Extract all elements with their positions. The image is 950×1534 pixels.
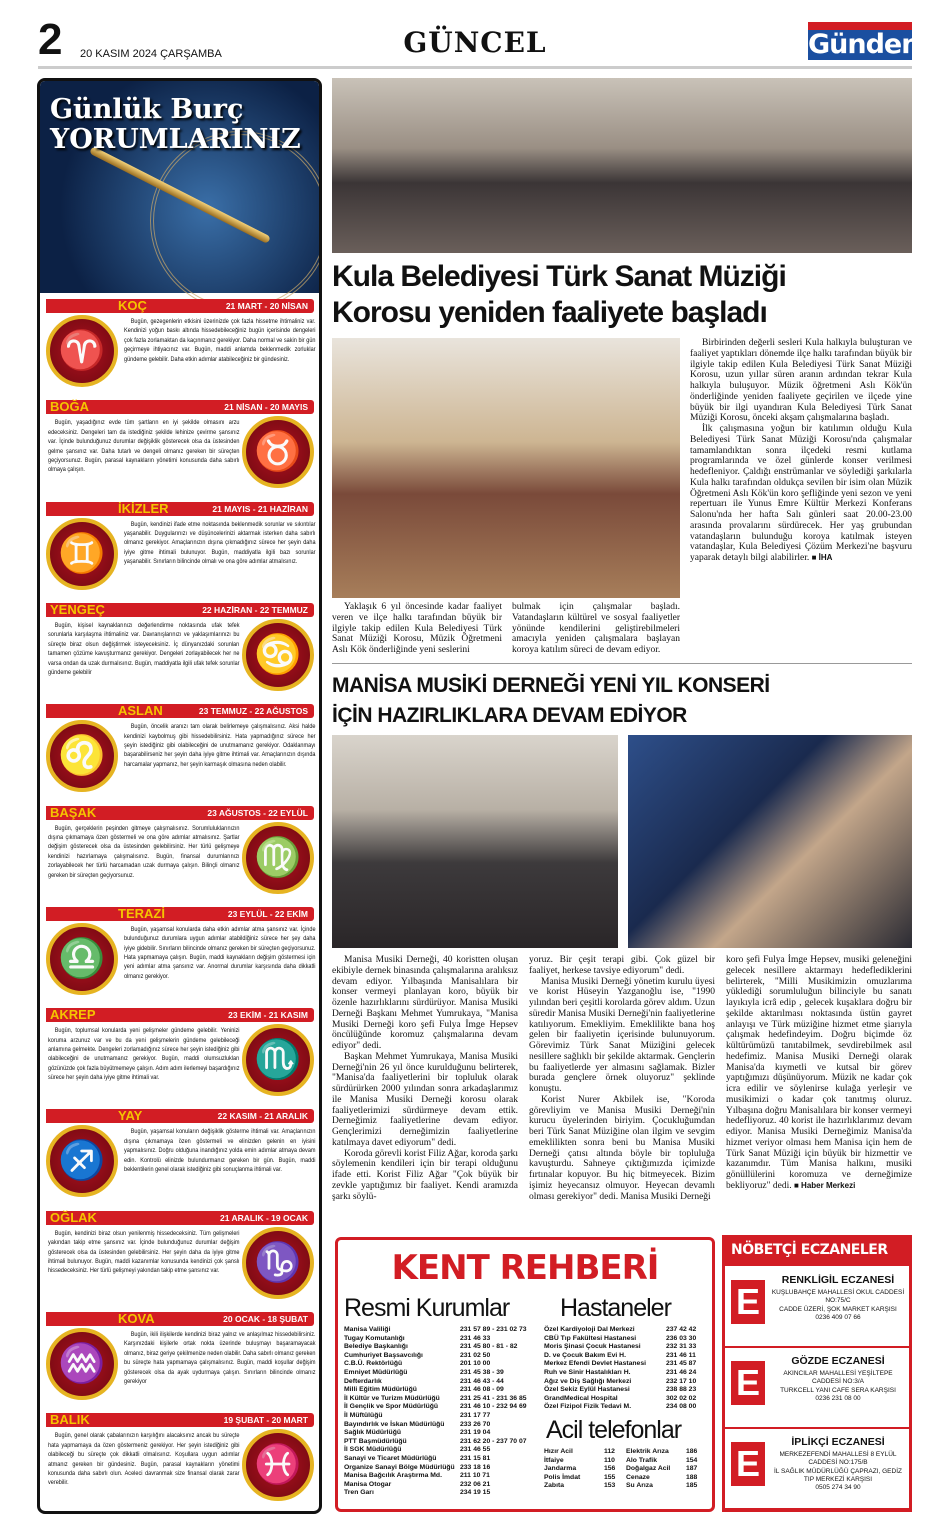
emergency-number: 112 <box>604 1448 615 1455</box>
entry-phone: 201 10 00 <box>460 1360 491 1368</box>
zodiac-libra-icon: ♎ <box>46 923 118 995</box>
horoscope-item <box>46 1312 314 1410</box>
pharmacy-address-block <box>769 1289 907 1322</box>
entry-name: Organize Sanayi Bölge Müdürlüğü <box>344 1463 455 1471</box>
audience-photo <box>332 735 618 948</box>
city-directory <box>335 1237 715 1512</box>
entry-phone: 232 17 10 <box>666 1377 697 1385</box>
horoscope-text: Bugün, gezegenlerin etkisini üzerinizde çok fazla hissetme ihtimaliniz var. Kendinizi yoğun baskı altında hissedebileceğiniz bugün içerisinde dengeleri çok fazla zorlamaktan da kaçınmanız gerekiyor. Daha normal ve sakin bir gün geçirmeye ihtiyacınız var. Bugün, maddi anlamda beklenmedik zorluklar gündeme gelebilir. Daha etkin adımlar atabileceğiniz bir gündesiniz. <box>124 318 316 363</box>
zodiac-capricorn-icon: ♑ <box>242 1227 314 1299</box>
pharmacy-phone: 0505 274 34 90 <box>815 1484 861 1492</box>
official-institutions-heading: Resmi Kurumlar <box>344 1294 510 1322</box>
emergency-number: 186 <box>686 1448 698 1455</box>
entry-phone: 231 45 80 - 81 - 82 <box>460 1343 518 1351</box>
horoscope-item <box>46 603 314 701</box>
headline-line: MANİSA MUSİKİ DERNEĞİ YENİ YIL KONSERİ <box>332 674 770 697</box>
emergency-col <box>626 1448 706 1491</box>
pharmacy-name: GÖZDE ECZANESİ <box>791 1355 885 1367</box>
article1-headline <box>332 259 786 331</box>
issue-date: 20 KASIM 2024 ÇARŞAMBA <box>80 48 222 60</box>
pharmacy-item <box>725 1268 909 1348</box>
article2-column-1 <box>332 955 518 1202</box>
pharmacy-address-block <box>769 1451 907 1492</box>
paragraph: Yaklaşık 6 yıl öncesinde kadar faaliyet veren ve ilçe halkı tarafından büyük bir ilgiyle takip edilen Kula Belediyesi Türk Sanat Müziği Korosu, Müzik Öğretmeni Aslı Kök önderliğinde yeni seslerini <box>332 602 502 655</box>
hospitals-list <box>544 1326 704 1412</box>
directory-row <box>544 1403 704 1412</box>
sign-dates: 22 HAZİRAN - 22 TEMMUZ <box>202 604 308 615</box>
entry-name: Milli Eğitim Müdürlüğü <box>344 1386 417 1394</box>
pharmacy-address: MERKEZEFENDİ MAHALLESİ 8 EYLÜL CADDESİ NO:175/B <box>779 1451 897 1467</box>
entry-name: Tren Garı <box>344 1489 374 1497</box>
entry-name: Özel Kardiyoloji Dal Merkezi <box>544 1326 635 1333</box>
emergency-heading: Acil telefonlar <box>546 1416 682 1444</box>
entry-name: Manisa Otogar <box>344 1480 392 1488</box>
emergency-list <box>544 1448 706 1491</box>
emergency-row <box>626 1465 706 1474</box>
directory-row <box>344 1326 540 1335</box>
horoscope-text: Bugün, öncelik aranızı tam olarak belirlemeye çalışmalısınız. Aksi halde kendinizi kaybolmuş gibi hissedebilirsiniz. Hata yapmadığınız sürece her şeyin istediğiniz gibi olabileceğini de unutmamanız gerekiyor. Odaklanmayı başarabilirseniz her şeyin daha iyiye gitme ihtimali var. Amaçlarınızın dışında harcamalar yapmanız, her şeyin karmaşık olmasına neden olabilir. <box>124 723 316 768</box>
entry-name: İl Kültür ve Turizm Müdürlüğü <box>344 1394 440 1402</box>
official-institutions-list <box>344 1326 540 1498</box>
paragraph: Korist Nurer Akbilek ise, "Koroda görevliyim ve Manisa Musiki Derneği'nin kurucu üyelerinden biriyim. Çocukluğumdan beri Türk Sanat Müziğine olan ilgim ve sevgim emeklilikten sonra beni bu Manisa Musiki Derneği çatısı altında böyle bir topluluğa kavuşturdu. Sahneye çıktığımızda içimizde fırtınalar kopuyor. Bu hiç bitmeyecek. Bizim işimiz heyecansız olmuyor. Heyecan devamlı olması gerekiyor" dedi. Manisa Musiki Derneği <box>529 1094 715 1202</box>
entry-name: Merkez Efendi Devlet Hastanesi <box>544 1360 646 1368</box>
emergency-name: Hızır Acil <box>544 1448 573 1455</box>
directory-row <box>544 1326 704 1335</box>
entry-name: Emniyet Müdürlüğü <box>344 1368 408 1376</box>
emergency-name: Su Arıza <box>626 1482 653 1490</box>
sign-dates: 21 ARALIK - 19 OCAK <box>219 1212 308 1223</box>
horoscope-item <box>46 806 314 904</box>
logo-text: Gündem <box>808 29 929 60</box>
zodiac-aquarius-icon: ♒ <box>46 1328 118 1400</box>
headline-line: Kula Belediyesi Türk Sanat Müziği <box>332 260 786 293</box>
entry-name: Tugay Komutanlığı <box>344 1334 405 1342</box>
news-source: ■ Haber Merkezi <box>793 1180 856 1190</box>
emergency-number: 187 <box>686 1465 698 1473</box>
directory-row <box>344 1343 540 1352</box>
paragraph: Birbirinden değerli sesleri Kula halkıyla buluşturan ve faaliyet yaptıkları dönemde ilçe halkı tarafından büyük bir ilgiyle takip edilen Kula Belediyesi Türk Sanat Müziği Korosu, uzun yıllar süren aranın ardından tekrar Kula halkıyla buluşuyor. Müzik öğretmeni Aslı Kök'ün önderliğinde yeniden faaliyete geçirilen ve ilçede yine büyük bir ilgi uyandıran Kula Belediyesi Türk Sanat Müziği Korosu, önceki akşam çalışmalarına başladı. <box>690 338 912 424</box>
emergency-col <box>544 1448 626 1491</box>
entry-name: Moris Şinasi Çocuk Hastanesi <box>544 1343 641 1351</box>
directory-row <box>344 1472 540 1481</box>
sign-dates: 23 TEMMUZ - 22 AĞUSTOS <box>198 706 308 717</box>
pharmacy-phone: 0236 231 08 00 <box>815 1394 861 1402</box>
article2-column-2 <box>529 955 715 1202</box>
entry-phone: 302 02 02 <box>666 1394 697 1402</box>
entry-phone: 231 02 50 <box>460 1351 491 1359</box>
horoscope-banner <box>40 81 319 293</box>
sign-name: BAŞAK <box>50 804 97 820</box>
emergency-name: İtfaiye <box>544 1456 564 1464</box>
entry-name: Sanayi ve Ticaret Müdürlüğü <box>344 1454 437 1462</box>
sign-dates: 21 MART - 20 NİSAN <box>225 301 308 311</box>
directory-row <box>544 1369 704 1378</box>
pharmacy-address-block <box>769 1370 907 1403</box>
choir-group-photo <box>332 78 912 253</box>
horoscope-text: Bugün, yaşamsal konuların değişiklik gösterme ihtimali var. Amaçlarınızın dışına çıkmamaya özen göstermeli ve elinizden gelenin en iyisini yapmalısınız. Doğru olduğuna inandığınız yolda emin adımlar atmaya devam edin. Kontrolü elinizde bulundurmanız gereken bir gün. Bugün, maddi beklentilerin genel olarak istediğiniz gibi sonuçlanma ihtimali var. <box>124 1128 316 1174</box>
entry-phone: 231 19 04 <box>460 1429 491 1437</box>
horoscope-item <box>46 502 314 600</box>
directory-row <box>344 1369 540 1378</box>
horoscope-title <box>50 95 301 155</box>
article-divider <box>332 663 912 664</box>
hospitals-heading: Hastaneler <box>560 1294 671 1322</box>
emergency-name: Zabıta <box>544 1482 565 1490</box>
directory-row <box>344 1429 540 1438</box>
pharmacy-phone: 0236 409 07 66 <box>815 1313 861 1321</box>
sign-name: ASLAN <box>118 703 163 719</box>
directory-row <box>544 1360 704 1369</box>
paragraph: Koroda görevli korist Filiz Ağar, koroda şarkı söylemenin kendileri için bir terapi olduğunu ifade etti. Korist Filiz Ağar "Çok büyük bir zevkle yaptığımız bir faaliyet. Kendi aramızda şarkı söylü- <box>332 1148 519 1202</box>
emergency-name: Cenaze <box>626 1473 650 1481</box>
rehearsal-photo <box>332 338 680 598</box>
zodiac-taurus-icon: ♉ <box>242 416 314 488</box>
paragraph: Manisa Musiki Derneği, 40 koristten oluşan ekibiyle dernek binasında çalışmalarına aralıksız devam ediyor. Yılbaşında Manisalılara bir konser vermeyi planlayan koro, büyük bir özenle hazırlıklarını sürdürüyor. Manisa Musiki Derneği Başkanı Mehmet Yumrukaya, "Manisa Musiki Derneği koro şefi Fulya İmge Hepsev öncülüğünde koromuz çalışmalarına devam ediyor" dedi. <box>332 955 518 1051</box>
sign-name: YENGEÇ <box>50 601 105 617</box>
horoscope-item <box>46 1008 314 1106</box>
newspaper-logo <box>808 22 929 60</box>
directory-row <box>344 1481 540 1490</box>
entry-name: Cumhuriyet Başsavcılığı <box>344 1351 423 1359</box>
horoscope-item <box>46 1413 314 1511</box>
paragraph: İlk çalışmasına yoğun bir katılımın olduğu Kula Belediyesi Türk Sanat Müziği Korosu'nda çalışmalar tamamlandıktan sonra ilçedeki resmi kutlama programlarında ve özel günlerde konser verilmesi hedefleniyor. Çaldığı enstrümanlar ve söylediği şarkılarla Kula halkı tarafından oldukça sevilen bir isim olan Müzik Öğretmeni Aslı Kök'ün koro şefliğinde yeni sezon ve yeni repertuarı ile Yunus Emre Kültür Merkezi Konferans Salonu'nda her hafta Salı günleri saat 20.00-23.00 arasında provalarını sürdürecek. Her yaş grubundan vatandaşların bulunduğu koroya katılmak isteyen vatandaşlar, Kula Belediyesi Çözüm Merkezi'ne başvuru yaparak detaylı bilgi alabilirler. <box>690 424 912 563</box>
horoscope-item <box>46 400 314 498</box>
article1-column-left <box>332 602 502 656</box>
emergency-number: 155 <box>604 1473 616 1481</box>
directory-row <box>544 1343 704 1352</box>
entry-phone: 231 62 20 - 237 70 07 <box>460 1437 527 1445</box>
pharmacy-item <box>725 1430 909 1510</box>
pharmacy-name: RENKLİGİL ECZANESİ <box>781 1274 895 1286</box>
sign-dates: 23 EYLÜL - 22 EKİM <box>227 908 308 919</box>
entry-phone: 231 46 10 - 232 94 69 <box>460 1403 527 1411</box>
emergency-row <box>626 1448 706 1457</box>
page-number: 2 <box>38 15 63 64</box>
entry-phone: 231 46 08 - 09 <box>460 1386 504 1394</box>
sign-name: BALIK <box>50 1412 90 1428</box>
directory-row <box>544 1352 704 1361</box>
entry-phone: 231 46 43 - 44 <box>460 1377 504 1385</box>
emergency-name: Alo Trafik <box>626 1456 657 1464</box>
entry-phone: 231 17 77 <box>460 1411 491 1419</box>
entry-phone: 233 26 70 <box>460 1420 491 1428</box>
directory-row <box>344 1403 540 1412</box>
emergency-number: 110 <box>604 1456 615 1464</box>
entry-name: İl Müftülüğü <box>344 1411 383 1419</box>
entry-name: Ağız ve Diş Sağlığı Merkezi <box>544 1377 632 1385</box>
article2-headline <box>332 671 770 731</box>
oud-player-photo <box>628 735 912 948</box>
horoscope-text: Bugün, yaşamsal konularda daha etkin adımlar atma şansınız var. İçinde bulunduğunuz durumlara uygun adımlar atabildiğiniz sürece her şey daha iyiye gidebilir. Sınırların bilincinde olmanız gereken bir süreçten geçiyorsunuz. Hata yapmamaya çalışın. Bugün, maddi kaynakların değişim göstermesi için yeni adımlar atma şansınız var. Anormal durumlar karşısında daha dikkatli olmanız gerekiyor. <box>124 925 316 980</box>
emergency-name: Elektrik Arıza <box>626 1448 669 1455</box>
horoscope-text: Bugün, kendinizi ifade etme noktasında beklenmedik sorunlar ve sıkıntılar yaşanabilir. Duygularınızı ve düşüncelerinizi aktarmak isterken daha sabırlı olmanız gerekiyor. Amaçlarınızın dışına çıkmadığınız sürece her şeyin daha iyiye gitme ihtimali bulunuyor. Bugün, maddiyatla ilgili bazı sorunlar yaşanabilir. Sınırların bilincinde olmalı ve ona göre adımlar atmalısınız. <box>124 520 316 566</box>
entry-name: Ruh ve Sinir Hastalıkları H. <box>544 1368 631 1376</box>
zodiac-virgo-icon: ♍ <box>242 822 314 894</box>
directory-row <box>344 1386 540 1395</box>
emergency-row <box>544 1457 626 1466</box>
news-source: ■ İHA <box>811 553 833 562</box>
pharmacy-e-icon: E <box>731 1280 765 1324</box>
horoscope-text: Bugün, kendinizi biraz olsun yenilenmiş hissedeceksiniz. Tüm gelişmeleri yakından takip etme şansınız var. İçinde bulunduğunuz durumlar değişim gösterecek olsa da üstesinden gelebilirsiniz. Her şeyin daha da iyiye gitme ihtimali bulunuyor. Bugün, maddi kazanımlar konusunda kendinizi çok şanslı hissedeceksiniz. Her türlü gelişmeyi yakından takip etme şansınız var. <box>48 1229 240 1275</box>
entry-phone: 211 10 71 <box>460 1472 490 1480</box>
zodiac-gemini-icon: ♊ <box>46 518 118 590</box>
entry-name: Özel Fizipol Fizik Tedavi M. <box>544 1403 632 1411</box>
emergency-number: 185 <box>686 1482 698 1490</box>
sign-name: OĞLAK <box>50 1209 97 1225</box>
zodiac-leo-icon: ♌ <box>46 720 118 792</box>
entry-name: Manisa Bağcılık Araştırma Md. <box>344 1472 442 1480</box>
article2-column-3 <box>726 955 912 1192</box>
entry-phone: 232 31 33 <box>666 1343 697 1351</box>
headline-line: Korosu yeniden faaliyete başladı <box>332 296 767 329</box>
title-line: YORUMLARINIZ <box>50 124 301 155</box>
emergency-row <box>544 1448 626 1457</box>
paragraph: bulmak için çalışmalar başladı. Vatandaşların kültürel ve sosyal faaliyetler yönünde kendilerini geliştirebilmeleri amacıyla yeniden çalışmalara başlayan koroya katılım süreci de devam ediyor. <box>512 602 680 655</box>
sign-dates: 23 EKİM - 21 KASIM <box>228 1010 308 1021</box>
zodiac-aries-icon: ♈ <box>46 315 118 387</box>
entry-name: CBÜ Tıp Fakültesi Hastanesi <box>544 1334 637 1342</box>
entry-name: GrandMedical Hospital <box>544 1394 618 1402</box>
entry-phone: 232 06 21 <box>460 1480 491 1488</box>
emergency-name: Polis İmdat <box>544 1473 581 1481</box>
sign-name: TERAZİ <box>118 905 165 921</box>
sign-name: YAY <box>118 1108 143 1124</box>
directory-row <box>544 1335 704 1344</box>
title-line: Günlük Burç <box>50 94 244 125</box>
directory-row <box>344 1455 540 1464</box>
horoscope-panel <box>37 78 322 1514</box>
horoscope-item <box>46 1211 314 1309</box>
entry-name: Defterdarlık <box>344 1377 382 1385</box>
sign-dates: 22 KASIM - 21 ARALIK <box>217 1111 308 1122</box>
pharmacy-landmark: TURKCELL YANI CAFE SERA KARŞISI <box>780 1386 896 1394</box>
entry-name: Sağlık Müdürlüğü <box>344 1429 402 1437</box>
horoscope-text: Bugün, yaşadığınız evde tüm şartların en iyi şekilde olmasını arzu edeceksiniz. Dengeleri tam da istediğiniz şekilde lehinize çevirme şansınız var. İçinde bulunduğunuz durumlar değişiklik gösterecek olsa da üstesinden gelme şansınız var. Daha tutarlı ve dengeli olmanız gereken bir süreçten geçiyorsunuz. Bugün, parasal kaynakların yönetimi konusunda daha sabırlı olmaya çalışın. <box>48 419 240 474</box>
entry-name: İl SGK Müdürlüğü <box>344 1446 402 1454</box>
directory-title: KENT REHBERİ <box>391 1248 659 1288</box>
sign-dates: 21 NİSAN - 20 MAYIS <box>224 402 308 413</box>
entry-phone: 231 57 89 - 231 02 73 <box>460 1326 527 1333</box>
sign-dates: 20 OCAK - 18 ŞUBAT <box>223 1314 308 1324</box>
pharmacy-item <box>725 1349 909 1429</box>
emergency-row <box>544 1482 626 1491</box>
sign-name: BOĞA <box>50 399 89 415</box>
emergency-row <box>626 1482 706 1491</box>
entry-phone: 231 25 41 - 231 36 85 <box>460 1394 527 1402</box>
entry-name: PTT Başmüdürlüğü <box>344 1437 407 1445</box>
paragraph: koro şefi Fulya İmge Hepsev, musiki geleneğini gelecek nesillere aktarmayı hedeflediklerini belirterek, "Milli Musikimizin omuzlarıma yüklediği sorumluluğun bilinciyle bu sanatı layıkıyla icrâ edip , gelecek kuşaklara doğru bir şekilde aktarılması noktasında üstün gayret anlayışı ve Türk müziğine hizmet etme şiarıyla çalışmak hedefindeyim. Doğru biçimde öz kültürümüzü tanıtabilmek, sevdirebilmek asıl hedefimiz. Manisa Musiki Derneği olarak Manisa'da kıymetli ve kutsal bir görev yaptığımızı düşünüyorum. Müzik ne kadar çok icra edilir ve söylenirse kulağa yerleşir ve musikimizi o kadar çok tanıtmış oluruz. Yılbaşına doğru Manisalılara bir konser vermeyi hedefliyoruz. 40 korist ile hazırlıklarımız devam ediyor. Manisa Musiki Derneğimiz Manisa'da hizmet veriyor olması hem Manisa için hem de Türk Sanat Müziği için büyük bir hizmettir ve kazanımdır. Tüm Manisa halkını, musiki gönüllülerini koromuza ve derneğimize bekliyoruz" dedi. <box>726 955 912 1191</box>
paragraph: yoruz. Bir çeşit terapi gibi. Çok güzel bir faaliyet, herkese tavsiye ediyorum" dedi. <box>529 955 715 976</box>
entry-phone: 238 88 23 <box>666 1386 697 1394</box>
horoscope-text: Bugün, kişisel kaynaklarınızı değerlendirme noktasında ufak tefek sorunlarla karşılaşma ihtimaliniz var. Davranışlarınızı ve yaklaşımlarınızı bu süreçte biraz olsun değiştirmek isteyeceksiniz. İç dünyanızdaki sorunları tamamen çözüme kavuşturmanız gerekiyor. Dengeleri zorlayabilecek her ne varsa ondan da uzak durmalısınız. Bugün, maddiyatla ilgili ufak tefek sorunlar gündeme gelebilir <box>48 621 240 676</box>
horoscope-text: Bugün, genel olarak çabalarınızın karşılığını alacaksınız ancak bu süreçte hata yapmamaya da özen göstermeniz gerekiyor. Her şeyin istediğiniz gibi olabileceği bu süreçte çok dikkatli olmalısınız. Koşullara uygun adımlar atmanız gereken bir gündesiniz. Bugün, parasal kaynakların yönetimi konusunda daha sabırlı olun. Aceleci davranmak size finansal olarak zarar verebilir. <box>48 1432 240 1487</box>
directory-row <box>344 1421 540 1430</box>
entry-name: Özel Sekiz Eylül Hastanesi <box>544 1386 630 1394</box>
sign-name: KOVA <box>118 1311 155 1326</box>
entry-name: D. ve Çocuk Bakım Evi H. <box>544 1351 626 1359</box>
emergency-row <box>544 1474 626 1483</box>
horoscope-item <box>46 299 314 397</box>
entry-phone: 233 18 16 <box>460 1463 491 1471</box>
article1-column-mid <box>512 602 680 656</box>
horoscope-item <box>46 704 314 802</box>
zodiac-sagittarius-icon: ♐ <box>46 1125 118 1197</box>
sign-dates: 23 AĞUSTOS - 22 EYLÜL <box>207 807 308 818</box>
section-title: GÜNCEL <box>403 26 547 59</box>
zodiac-cancer-icon: ♋ <box>242 619 314 691</box>
emergency-row <box>544 1465 626 1474</box>
entry-phone: 237 42 42 <box>666 1326 697 1333</box>
sign-dates: 19 ŞUBAT - 20 MART <box>223 1415 308 1426</box>
directory-row <box>344 1464 540 1473</box>
emergency-number: 153 <box>604 1482 616 1490</box>
horoscope-item <box>46 907 314 1005</box>
emergency-row <box>626 1474 706 1483</box>
entry-name: C.B.Ü. Rektörlüğü <box>344 1360 403 1368</box>
entry-phone: 231 45 38 - 39 <box>460 1368 504 1376</box>
emergency-name: Jandarma <box>544 1465 577 1473</box>
entry-phone: 231 46 24 <box>666 1368 697 1376</box>
pharmacy-landmark: İL SAĞLIK MÜDÜRLÜĞÜ ÇAPRAZI, GEDİZ TIP MERKEZİ KARŞISI <box>774 1467 902 1483</box>
entry-phone: 231 46 55 <box>460 1446 491 1454</box>
entry-name: Manisa Valiliği <box>344 1326 391 1333</box>
directory-row <box>344 1378 540 1387</box>
headline-line: İÇİN HAZIRLIKLARA DEVAM EDİYOR <box>332 704 687 727</box>
directory-row <box>344 1489 540 1498</box>
paragraph: Manisa Musiki Derneği yönetim kurulu üyesi ve korist Hüseyin Yazganoğlu ise, "1990 yılından beri çeşitli korolarda görev aldım. Uzun süredir Manisa Musiki Derneği'nin faaliyetlerine katılıyorum. Emekliyim. Emeklilikte bana hoş gelen bir faaliyetin içerisinde bulunuyorum. Görevimiz Türk Sanat Müziğini gelecek nesillere sağlıklı bir şekilde aktarmak. Gençlerin bu faaliyetlerde yer almasını sağlamak. Bizler burada gençlere örnek oluyoruz" şeklinde konuştu. <box>529 976 715 1094</box>
pharmacy-name: İPLİKÇİ ECZANESİ <box>791 1436 885 1448</box>
sign-name: AKREP <box>50 1007 96 1023</box>
pharmacies-on-duty <box>722 1235 912 1512</box>
entry-phone: 231 15 81 <box>460 1454 491 1462</box>
pharmacy-address: KUŞLUBAHÇE MAHALLESİ OKUL CADDESİ NO:75/C <box>771 1289 905 1305</box>
sign-name: KOÇ <box>118 298 147 313</box>
horoscope-item <box>46 1109 314 1207</box>
entry-phone: 231 46 33 <box>460 1334 491 1342</box>
emergency-number: 188 <box>686 1473 698 1481</box>
directory-row <box>344 1335 540 1344</box>
header-divider <box>38 66 912 69</box>
entry-phone: 234 08 00 <box>666 1403 697 1411</box>
entry-name: İl Gençlik ve Spor Müdürlüğü <box>344 1403 439 1411</box>
entry-phone: 234 19 15 <box>460 1489 491 1497</box>
entry-name: Belediye Başkanlığı <box>344 1343 408 1351</box>
paragraph: Başkan Mehmet Yumrukaya, Manisa Musiki Derneği'nin 26 yıl önce kurulduğunu belirterek, "Manisa'da faaliyetlerini bir topluluk olarak sürdürürken 2000 yılından sonra arkadaşlarımız ile Manisa Musiki Derneği korosu olarak faaliyetlerimizi sürdürmeye devam ettik. Derneğimiz faaliyetlerine devam ediyor. Gençlerimizi derneğimizin faaliyetlerine katılmaya davet ediyorum" dedi. <box>332 1051 518 1148</box>
entry-phone: 231 46 11 <box>666 1351 696 1359</box>
pharmacy-e-icon: E <box>731 1442 765 1486</box>
zodiac-pisces-icon: ♓ <box>242 1429 314 1501</box>
entry-phone: 236 03 30 <box>666 1334 697 1342</box>
pharmacy-address: AKINCILAR MAHALLESİ YEŞİLTEPE CADDESİ NO:3/A <box>783 1370 893 1386</box>
sign-name: İKİZLER <box>118 500 169 516</box>
pharmacies-title: NÖBETÇİ ECZANELER <box>725 1238 909 1266</box>
emergency-number: 156 <box>604 1465 616 1473</box>
emergency-number: 154 <box>686 1456 698 1464</box>
article1-column-right <box>690 338 912 564</box>
directory-row <box>344 1360 540 1369</box>
pharmacy-e-icon: E <box>731 1361 765 1405</box>
directory-row <box>344 1446 540 1455</box>
directory-row <box>544 1386 704 1395</box>
emergency-name: Doğalgaz Acil <box>626 1465 671 1473</box>
directory-row <box>344 1412 540 1421</box>
emergency-row <box>626 1457 706 1466</box>
entry-phone: 231 45 87 <box>666 1360 697 1368</box>
entry-name: Bayındırlık ve İskan Müdürlüğü <box>344 1420 445 1428</box>
pharmacy-landmark: CADDE ÜZERİ, ŞOK MARKET KARŞISI <box>779 1305 897 1313</box>
horoscope-text: Bugün, ikili ilişkilerde kendinizi biraz yalnız ve anlaşılmaz hissedebilirsiniz. Karşınızdaki kişilerle ortak nokta üzerinde buluşmayı başaramayacak olmanız, biraz geriye çekilmenize neden olabilir. Daha sabırlı olmanız gereken bu süreçte hata yapmamaya çalışmalısınız. Bugün, maddi koşullar değişim gösterecek olsa da ayak uydurmaya çalışın. Sınırların bilincinde olmanız gerekiyor <box>124 1331 316 1386</box>
horoscope-text: Bugün, gerçeklerin peşinden gitmeye çalışmalısınız. Sorumluluklarınızın dışına çıkmamaya özen göstermeli ve ona göre adımlar atmalısınız. Şartlar değişim gösterecek olsa da üstesinden gelebilirsiniz. Her türlü gelişmeye kendinizi hazırlamaya çalışmalısınız. Bugün, finansal durumlarınızı zorlayabilecek her türlü harcamadan uzak durmaya çalışın. Bilinçli olmanız gereken bir süreçten geçiyorsunuz. <box>48 824 240 879</box>
zodiac-scorpio-icon: ♏ <box>242 1024 314 1096</box>
horoscope-text: Bugün, toplumsal konularda yeni gelişmeler gündeme gelebilir. Yeninizi koruma arzunuz var ve bu da yeni gelişmelerin gündeme gelebileceği anlamına gelmekte. Dengeleri zorlamadığınız sürece her şeyin istediğiniz gibi olabileceğini de unutmamanız gerekiyor. Bugün, maddi olumsuzlukları gözünüzde çok fazla büyütmemeye çalışın. Adım adım ilerlemeyi başardığınız sürece her şeyin daha iyiye gitme ihtimali var. <box>48 1027 240 1082</box>
directory-row <box>544 1378 704 1387</box>
sign-dates: 21 MAYIS - 21 HAZİRAN <box>212 503 308 514</box>
